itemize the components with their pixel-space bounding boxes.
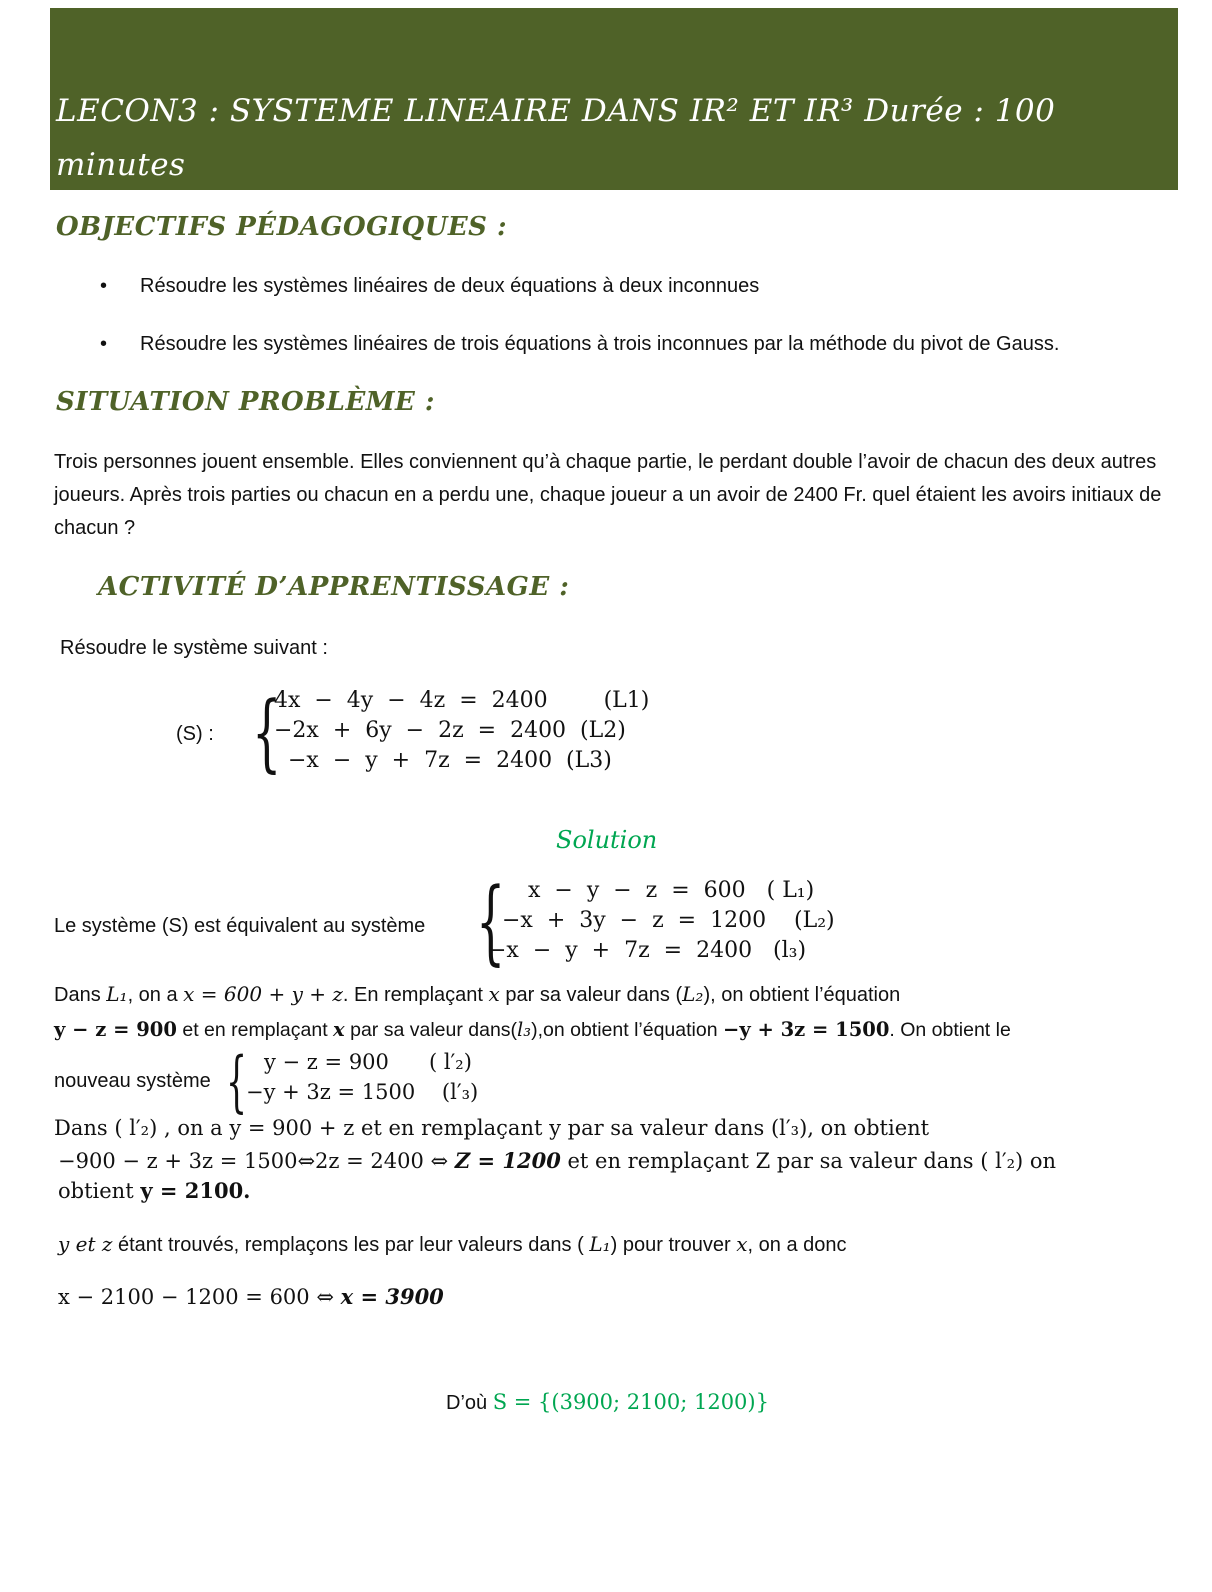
- new-system-label: nouveau système: [54, 1070, 211, 1092]
- text-run: et en remplaçant: [176, 1019, 334, 1041]
- math-run: x = 3900: [340, 1284, 444, 1309]
- solution-paragraph-6: [58, 1228, 847, 1262]
- objective-item-2: [100, 333, 1059, 356]
- solution-set: S = {(3900; 2100; 1200)}: [492, 1390, 769, 1414]
- equiv-eq-2: −x + 3y − z = 1200 (L₂): [502, 908, 835, 933]
- math-run: x = 600 + y + z: [183, 982, 343, 1006]
- text-run: ), on obtient l’équation: [703, 984, 901, 1006]
- text-run: . En remplaçant: [342, 984, 489, 1006]
- text-run: , on a donc: [747, 1234, 847, 1256]
- math-run: y = 2100.: [140, 1178, 251, 1203]
- system-eq-1: 4x − 4y − 4z = 2400 (L1): [274, 688, 650, 713]
- page-title: LECON3 : SYSTEME LINEAIRE DANS IR² ET IR³ Durée : 100 minutes: [56, 93, 1056, 183]
- math-run: x: [488, 982, 500, 1006]
- math-run: x: [333, 1018, 345, 1041]
- text-run: . On obtient le: [889, 1019, 1011, 1041]
- objective-item-1: [100, 275, 759, 298]
- math-run: Z = 1200: [454, 1148, 561, 1173]
- activity-intro: Résoudre le système suivant :: [60, 637, 328, 659]
- activity-heading: ACTIVITÉ D’APPRENTISSAGE :: [98, 572, 570, 602]
- text-run: ),on obtient l’équation: [531, 1019, 723, 1041]
- situation-text: Trois personnes jouent ensemble. Elles conviennent qu’à chaque partie, le perdant double l’avoir de chacun des deux autres joueurs. Après trois parties ou chacun en a perdu une, chaque joueur a un avoir de 2400 Fr. quel étaient les avoirs initiaux de chacun ?: [54, 451, 1162, 539]
- text-run: D’où: [446, 1392, 493, 1414]
- text-run: obtient: [58, 1179, 141, 1203]
- text-run: et en remplaçant Z par sa valeur dans ( l′₂) on: [560, 1149, 1057, 1173]
- text-run: x − 2100 − 1200 = 600 ⇔: [58, 1285, 341, 1309]
- objective-text-1: Résoudre les systèmes linéaires de deux équations à deux inconnues: [140, 275, 760, 297]
- math-run: x: [736, 1232, 748, 1256]
- math-run: l₃: [517, 1018, 532, 1041]
- math-run: −y + 3z = 1500: [722, 1018, 890, 1041]
- solution-paragraph-4: [58, 1148, 1056, 1173]
- math-run: y − z = 900: [54, 1018, 177, 1041]
- solution-paragraph-3: Dans ( l′₂) , on a y = 900 + z et en remplaçant y par sa valeur dans (l′₃), on obtient: [54, 1116, 930, 1140]
- text-run: ) pour trouver: [610, 1234, 737, 1256]
- math-run: y et z: [58, 1232, 113, 1256]
- math-run: L₁: [589, 1232, 611, 1256]
- text-run: Dans: [54, 984, 107, 1006]
- system-eq-3: −x − y + 7z = 2400 (L3): [288, 748, 612, 773]
- conclusion: [446, 1390, 769, 1415]
- equiv-eq-1: x − y − z = 600 ( L₁): [528, 878, 815, 903]
- situation-heading: SITUATION PROBLÈME :: [56, 387, 436, 417]
- bullet-icon: •: [100, 275, 108, 297]
- objectives-heading: OBJECTIFS PÉDAGOGIQUES :: [56, 212, 508, 242]
- math-run: L₂: [682, 982, 704, 1006]
- system-brace: {: [252, 683, 282, 781]
- text-run: , on a: [127, 984, 184, 1006]
- solution-paragraph-2: [54, 1013, 1011, 1047]
- text-run: par sa valeur dans (: [499, 984, 683, 1006]
- equiv-system-brace: {: [476, 868, 506, 975]
- new-system-brace: {: [226, 1043, 247, 1120]
- new-system-eq-1: y − z = 900 ( l′₂): [264, 1050, 472, 1074]
- solution-paragraph-1: [54, 978, 900, 1012]
- equiv-text: Le système (S) est équivalent au système: [54, 915, 426, 937]
- final-equation: [58, 1284, 444, 1309]
- objective-text-2: Résoudre les systèmes linéaires de trois équations à trois inconnues par la méthode du pivot de Gauss.: [140, 333, 1060, 355]
- math-run: L₁: [106, 982, 128, 1006]
- new-system-eq-2: −y + 3z = 1500 (l′₃): [246, 1080, 479, 1104]
- solution-paragraph-5: [58, 1178, 251, 1203]
- system-label: (S) :: [176, 723, 214, 745]
- text-run: −900 − z + 3z = 1500⇔2z = 2400 ⇔: [58, 1149, 455, 1173]
- text-run: par sa valeur dans(: [344, 1019, 518, 1041]
- solution-heading: Solution: [556, 826, 658, 854]
- equiv-eq-3: −x − y + 7z = 2400 (l₃): [488, 938, 807, 963]
- system-eq-2: −2x + 6y − 2z = 2400 (L2): [274, 718, 626, 743]
- bullet-icon: •: [100, 333, 108, 355]
- text-run: étant trouvés, remplaçons les par leur valeurs dans (: [112, 1234, 590, 1256]
